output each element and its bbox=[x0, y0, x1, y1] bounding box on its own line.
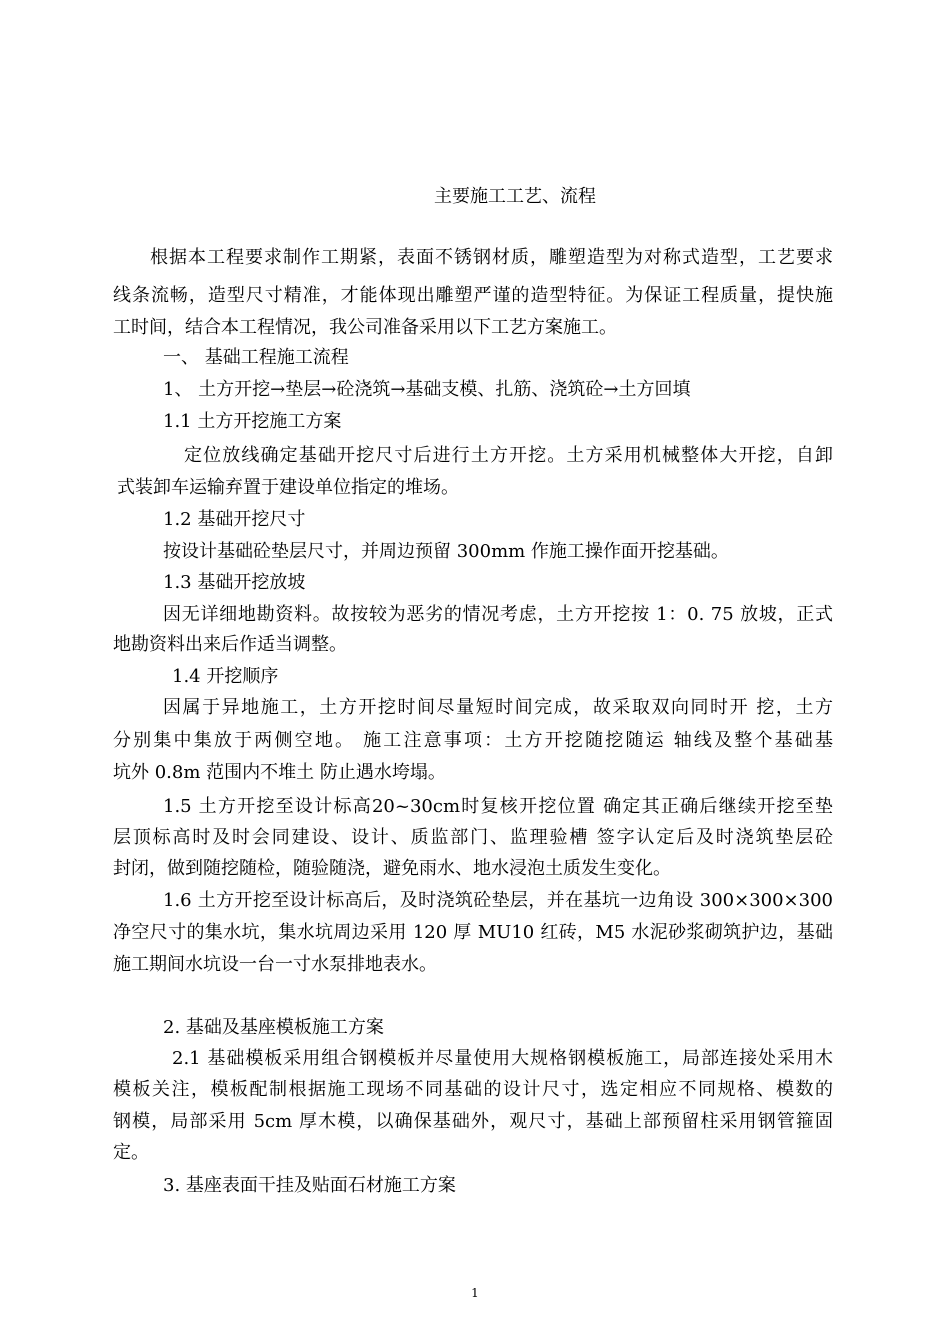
paragraph-line: 按设计基础砼垫层尺寸，并周边预留 300mm 作施工操作面开挖基础。 bbox=[163, 541, 729, 562]
paragraph-line: 钢模，局部采用 5cm 厚木模，以确保基础外，观尺寸，基础上部预留柱采用钢管箍固 bbox=[113, 1111, 833, 1132]
paragraph-line: 模板关注，模板配制根据施工现场不同基础的设计尺寸，选定相应不同规格、模数的 bbox=[113, 1079, 833, 1100]
paragraph-line: 工时间，结合本工程情况，我公司准备采用以下工艺方案施工。 bbox=[113, 317, 617, 338]
paragraph-line: 封闭，做到随挖随检，随验随浇，避免雨水、地水浸泡土质发生变化。 bbox=[113, 858, 671, 879]
paragraph-line: 地勘资料出来后作适当调整。 bbox=[113, 634, 347, 655]
paragraph-line: 1.5 土方开挖至设计标高20~30cm时复核开挖位置 确定其正确后继续开挖至垫 bbox=[163, 796, 833, 817]
paragraph-line: 层顶标高时及时会同建设、设计、质监部门、监理验槽 签字认定后及时浇筑垫层砼 bbox=[113, 827, 833, 848]
paragraph-line: 净空尺寸的集水坑，集水坑周边采用 120 厚 MU10 红砖，M5 水泥砂浆砌筑护边，基础 bbox=[113, 922, 833, 943]
paragraph-line: 分别集中集放于两侧空地。 施工注意事项：土方开挖随挖随运 轴线及整个基础基 bbox=[113, 730, 833, 751]
page-number: 1 bbox=[471, 1286, 479, 1300]
paragraph-line: 定位放线确定基础开挖尺寸后进行土方开挖。土方采用机械整体大开挖，自卸 bbox=[184, 445, 833, 466]
subsection-heading: 1.2 基础开挖尺寸 bbox=[163, 509, 306, 530]
paragraph-line: 1.6 土方开挖至设计标高后，及时浇筑砼垫层，并在基坑一边角设 300×300×300 bbox=[163, 890, 833, 911]
section-heading: 2. 基础及基座模板施工方案 bbox=[163, 1017, 384, 1038]
document-title: 主要施工工艺、流程 bbox=[434, 186, 596, 207]
paragraph-line: 2.1 基础模板采用组合钢模板并尽量使用大规格钢模板施工，局部连接处采用木 bbox=[172, 1048, 833, 1069]
section-heading: 一、 基础工程施工流程 bbox=[163, 347, 349, 368]
subsection-heading: 1.4 开挖顺序 bbox=[172, 666, 279, 687]
paragraph-line: 根据本工程要求制作工期紧，表面不锈钢材质，雕塑造型为对称式造型，工艺要求 bbox=[150, 247, 833, 268]
paragraph-line: 式装卸车运输弃置于建设单位指定的堆场。 bbox=[117, 477, 459, 498]
paragraph-line: 坑外 0.8m 范围内不堆土 防止遇水垮塌。 bbox=[113, 762, 446, 783]
section-heading: 3. 基座表面干挂及贴面石材施工方案 bbox=[163, 1175, 456, 1196]
paragraph-line: 线条流畅，造型尺寸精准，才能体现出雕塑严谨的造型特征。为保证工程质量，提快施 bbox=[113, 285, 833, 306]
paragraph-line: 施工期间水坑设一台一寸水泵排地表水。 bbox=[113, 954, 437, 975]
paragraph-line: 因属于异地施工，土方开挖时间尽量短时间完成，故采取双向同时开 挖，土方 bbox=[163, 697, 833, 718]
paragraph-line: 因无详细地勘资料。故按较为恶劣的情况考虑，土方开挖按 1：0. 75 放坡，正式 bbox=[163, 604, 833, 625]
subsection-heading: 1.1 土方开挖施工方案 bbox=[163, 411, 342, 432]
subsection-heading: 1.3 基础开挖放坡 bbox=[163, 572, 306, 593]
section-heading: 1、 土方开挖→垫层→砼浇筑→基础支模、扎筋、浇筑砼→土方回填 bbox=[163, 379, 691, 400]
paragraph-line: 定。 bbox=[113, 1142, 149, 1163]
